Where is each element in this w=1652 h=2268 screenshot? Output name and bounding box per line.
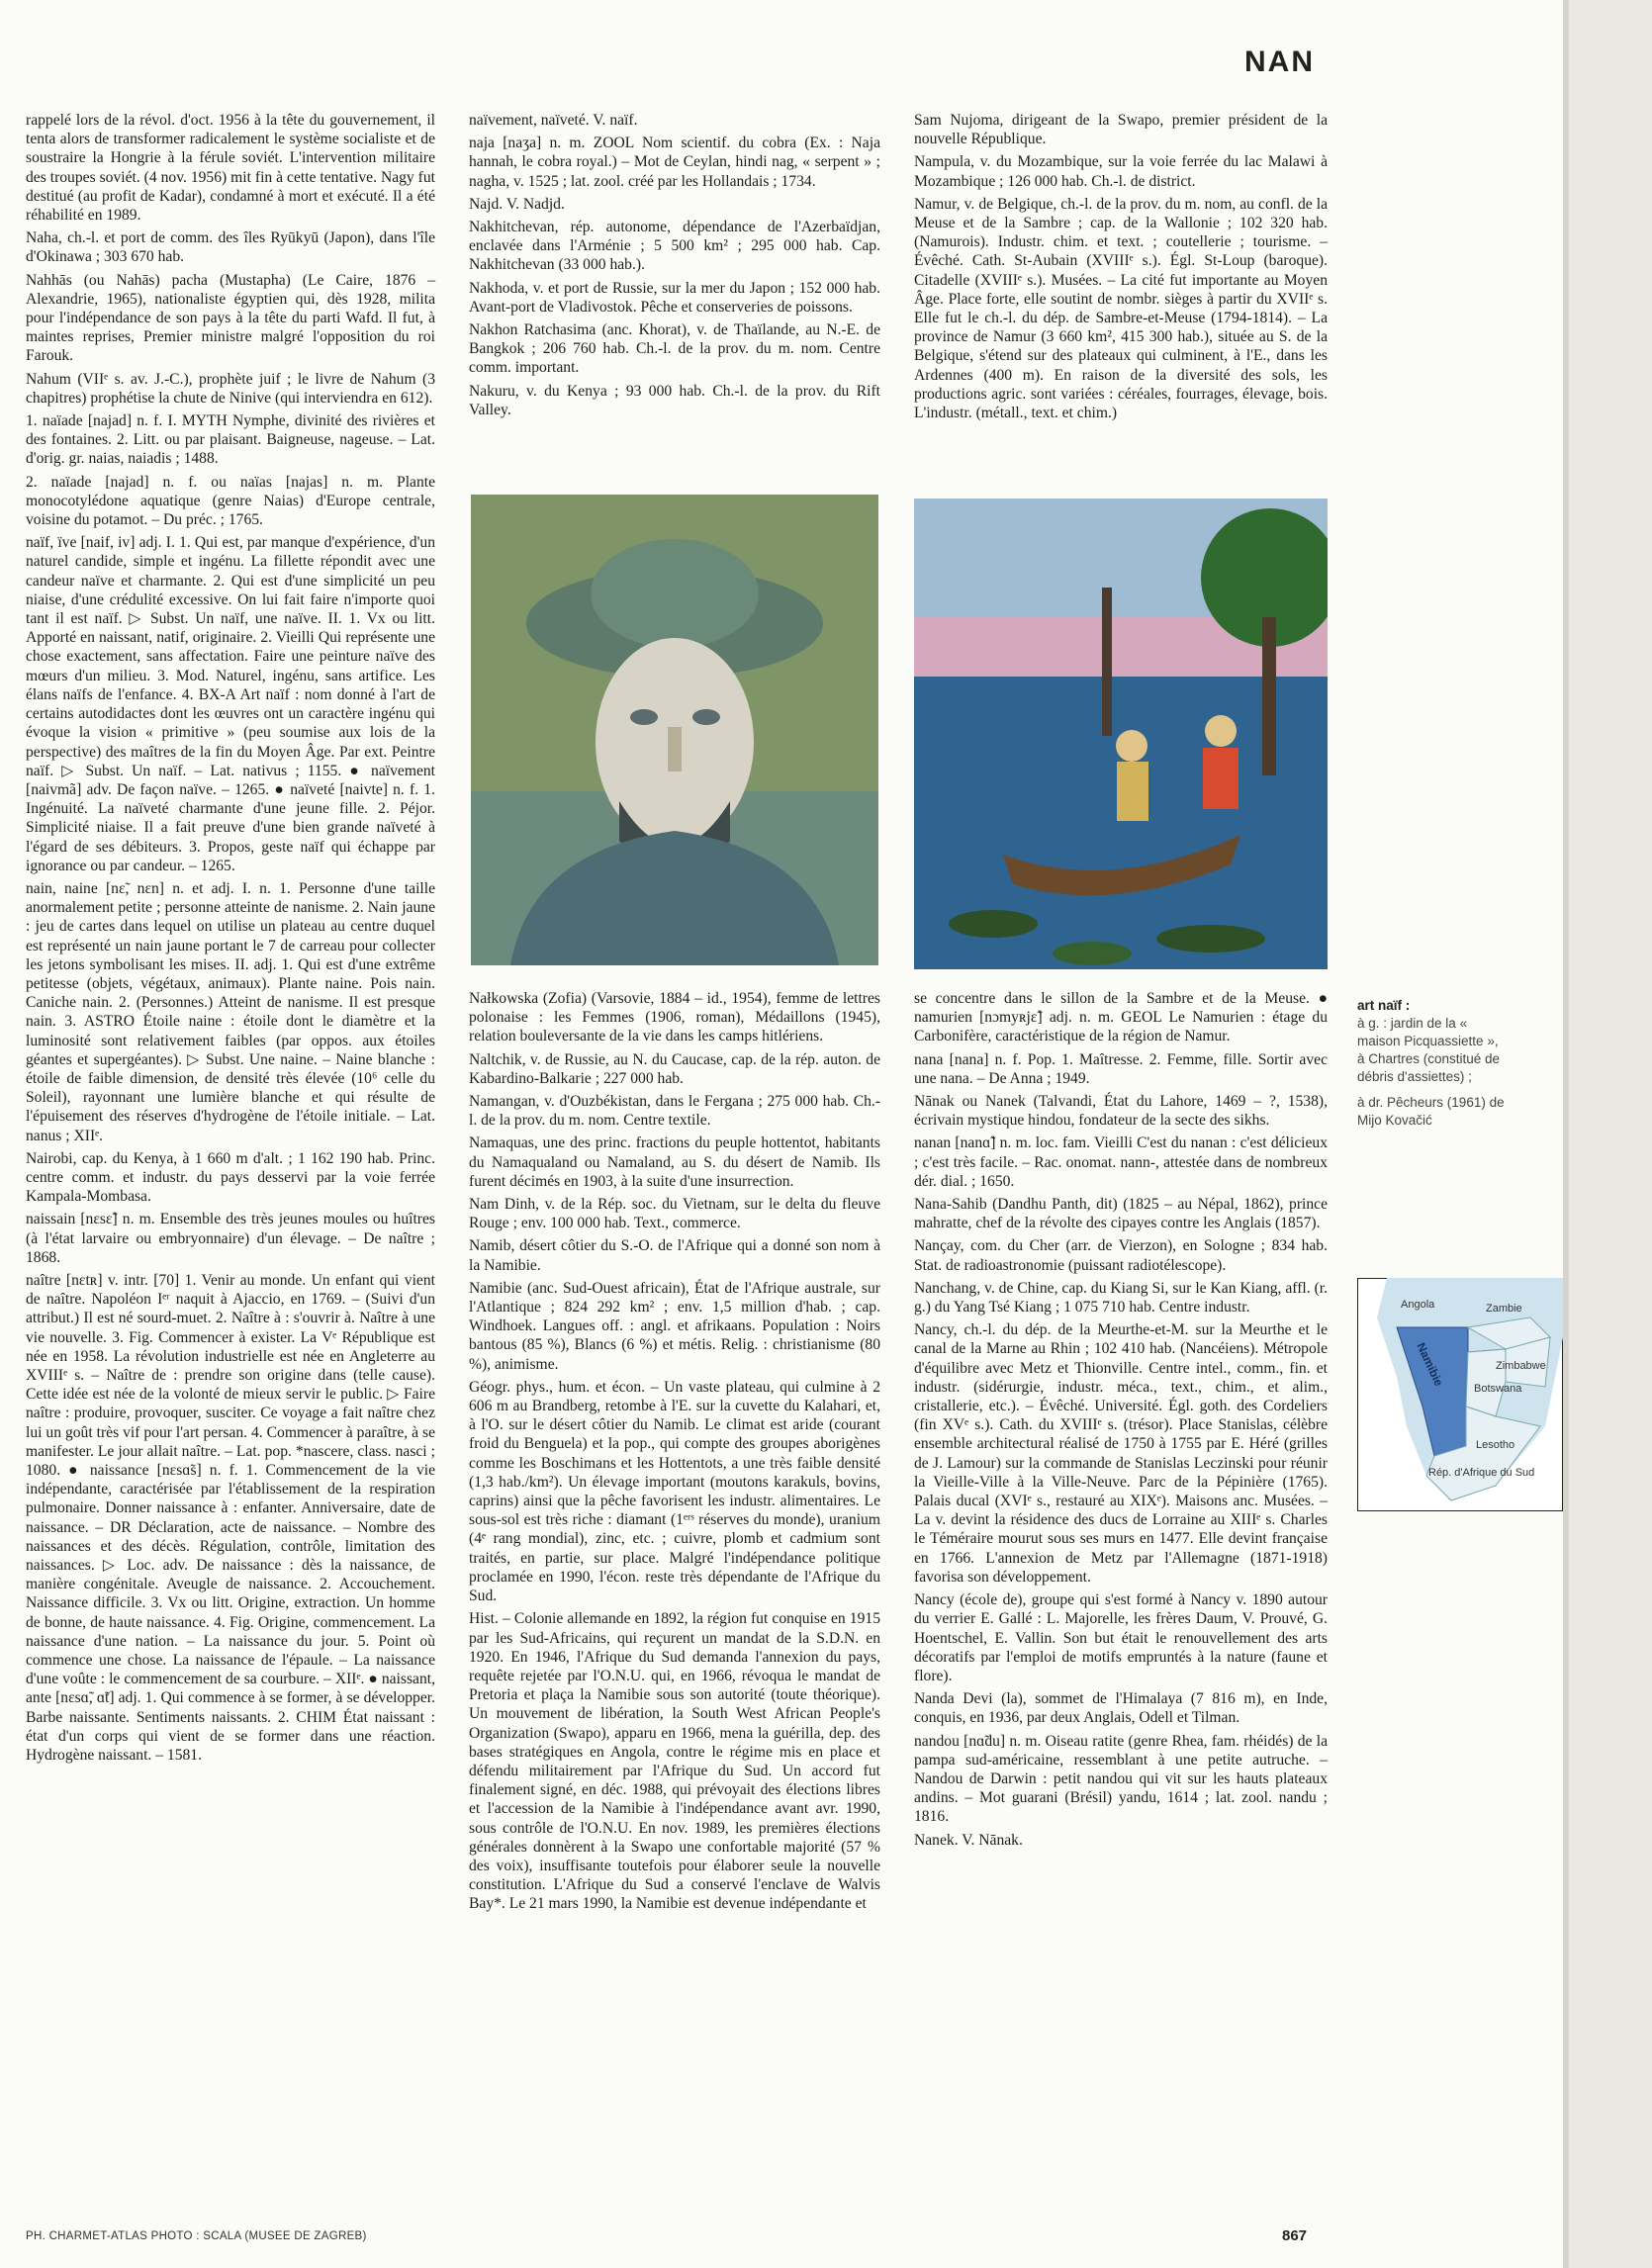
- dictionary-entry: Nahum (VIIᵉ s. av. J.-C.), prophète juif ; le livre de Nahum (3 chapitres) prophétise la chute de Ninive (qui interviendra en 612).: [26, 370, 435, 407]
- dictionary-entry: Nānak ou Nanek (Talvandi, État du Lahore, 1469 – ?, 1538), écrivain mystique hindou, fondateur de la secte des sikhs.: [914, 1093, 1328, 1130]
- map-label-south-africa: Rép. d'Afrique du Sud: [1428, 1467, 1535, 1479]
- dictionary-entry: nanan [nanɑ̃] n. m. loc. fam. Vieilli C'est du nanan : c'est délicieux ; c'est très facile. – Rac. onomat. nann-, attestée dans de nombreux dér. dial. ; 1650.: [914, 1134, 1328, 1190]
- dictionary-entry: Géogr. phys., hum. et écon. – Un vaste plateau, qui culmine à 2 606 m au Brandberg, retombe à l'E. sur la cuvette du Kalahari, et, à l'O. sur le désert côtier du Namib. Le climat est aride (courant froid du Benguela) et la pop., qui compte des groupes aborigènes comme les Boschimans et les Hottentots, a une très faible densité (1,3 hab./km²). Un élevage important (moutons karakuls, bovins, caprins) ainsi que la pêche favorisent les industr. alimentaires. Le sous-sol est très riche : diamant (1ᵉʳˢ réserves du monde), uranium (4ᵉ rang mondial), zinc, etc. ; cuivre, plomb et cadmium sont traités, en partie, sur place. Malgré l'indépendance politique proclamée en 1990, l'écon. reste très dépendante de l'Afrique du Sud.: [469, 1378, 880, 1605]
- page-edge-strip: [1563, 0, 1569, 2268]
- dictionary-entry: Nahhās (ou Nahās) pacha (Mustapha) (Le Caire, 1876 – Alexandrie, 1965), nationaliste égyptien qui, dès 1928, milita pour l'indépendance de son pays à la tête du parti Wafd. Il fut, à maintes reprises, Premier ministre malgré l'opposition du roi Farouk.: [26, 271, 435, 365]
- map-label-lesotho: Lesotho: [1476, 1439, 1515, 1451]
- dictionary-entry: 1. naïade [najad] n. f. I. MYTH Nymphe, divinité des rivières et des fontaines. 2. Litt. ou par plaisant. Baigneuse, nageuse. – Lat. d'orig. gr. naias, naiadis ; 1488.: [26, 412, 435, 468]
- dictionary-entry: Namaquas, une des princ. fractions du peuple hottentot, habitants du Namaqualand ou Namaland, au S. du désert de Namib. Ils furent décimés en 1903, à la suite d'une insurrection.: [469, 1134, 880, 1190]
- dictionary-entry: Naha, ch.-l. et port de comm. des îles Ryūkyū (Japon), dans l'île d'Okinawa ; 303 670 hab.: [26, 229, 435, 266]
- dictionary-entry: Namibie (anc. Sud-Ouest africain), État de l'Afrique australe, sur l'Atlantique ; 824 292 km² ; env. 1,5 million d'hab. ; cap. Windhoek. Langues off. : angl. et afrikaans. Population : Noirs bantous (85 %), Blancs (6 %) et métis. Relig. : christianisme (80 %), animisme.: [469, 1279, 880, 1373]
- dictionary-entry: Nanek. V. Nānak.: [914, 1831, 1023, 1849]
- dictionary-entry: naître [nɛtʀ] v. intr. [70] 1. Venir au monde. Un enfant qui vient de naître. Napoléon Iᵉʳ naquit à Ajaccio, en 1769. – (Suivi d'un attribut.) Il est né sourd-muet. 2. Naître à : s'ouvrir à. Naître à une vie nouvelle. 3. Fig. Commencer à exister. La Vᵉ République est née en 1958. La révolution industrielle est née en Angleterre au XVIIIᵉ s. – Naître de : prendre son origine dans (telle cause). Cette idée est née de la volonté de mieux servir le public. ▷ Faire naître : produire, provoquer, susciter. Ce voyage a fait naître chez lui un goût très vif pour l'art persan. 4. Commencer à paraître, à se manifester. Le jour allait naître. – Lat. pop. *nascere, class. nasci ; 1080. ● naissance [nɛsɑ̃s] n. f. 1. Commencement de la vie indépendante, caractérisée par l'établissement de la respiration pulmonaire. Donner naissance à : enfanter. Anniversaire, date de naissance. – DR Déclaration, acte de naissance. – Nombre des naissances et des décès. Régulation, contrôle, limitation des naissances. ▷ Loc. adv. De naissance : dès la naissance, de manière congénitale. Aveugle de naissance. 2. Accouchement. Naissance difficile. 3. Vx ou litt. Origine, extraction. Un homme de bonne, de haute naissance. 4. Fig. Origine, commencement. La naissance d'une nation. – La naissance du jour. 5. Point où commence une chose. La naissance de l'épaule. – La naissance d'une voûte : le commencement de sa courbure. – XIIᵉ. ● naissant, ante [nɛsɑ̃, ɑ̃t] adj. 1. Qui commence à se former, à se développer. Barbe naissante. Sentiments naissants. 2. CHIM État naissant : état d'un corps qui vient de se former dans une réaction. Hydrogène naissant. – 1581.: [26, 1271, 435, 1765]
- map-label-botswana: Botswana: [1474, 1383, 1522, 1395]
- dictionary-entry: Namangan, v. d'Ouzbékistan, dans le Fergana ; 275 000 hab. Ch.-l. de la prov. du m. nom. Centre textile.: [469, 1093, 880, 1130]
- dictionary-entry: naja [naʒa] n. m. ZOOL Nom scientif. du cobra (Ex. : Naja hannah, le cobra royal.) – Mot de Ceylan, hindi nag, « serpent » ; nagha, v. 1525 ; lat. zool. créé par les Hollandais ; 1734.: [469, 135, 880, 190]
- dictionary-entry: Nampula, v. du Mozambique, sur la voie ferrée du lac Malawi à Mozambique ; 126 000 hab. Ch.-l. de district.: [914, 153, 1328, 190]
- caption-line-1: à g. : jardin de la « maison Picquassiette », à Chartres (constitué de débris d'assiettes) ;: [1357, 1016, 1501, 1084]
- dictionary-entry: Nakhitchevan, rép. autonome, dépendance de l'Azerbaïdjan, enclavée dans l'Arménie ; 5 500 km² ; 295 000 hab. Cap. Nakhitchevan (33 000 hab.).: [469, 219, 880, 274]
- dictionary-entry: se concentre dans le sillon de la Sambre et de la Meuse. ● namurien [nɔmyʀjɛ̃] adj. n. m. GEOL Le Namurien : étage du Carbonifère, caractéristique de la région de Namur.: [914, 990, 1328, 1045]
- dictionary-entry: naïf, ïve [naif, iv] adj. I. 1. Qui est, par manque d'expérience, d'un naturel candide, simple et ingénu. La fillette répondit avec une candeur naïve et charmante. 2. Qui est d'une simplicité un peu niaise, d'une crédulité excessive. On lui fait faire n'importe quoi tant il est naïf. ▷ Subst. Un naïf, une naïve. II. 1. Vx ou litt. Apporté en naissant, natif, originaire. 2. Vieilli Qui représente une chose exactement, sans affectation. Faire une peinture naïve des mœurs d'un milieu. 3. Mod. Naturel, ingénu, sans artifice. Les élans naïfs de l'enfance. 4. BX-A Art naïf : nom donné à l'art de certains autodidactes dont les œuvres ont un caractère ingénu qui évoque la vision « primitive » (peu soumise aux lois de la perspective) des maîtres de la fin du Moyen Âge. Par ext. Peintre naïf. ▷ Subst. Un naïf. – Lat. nativus ; 1155. ● naïvement [naivmã] adv. De façon naïve. – 1265. ● naïveté [naivte] n. f. 1. Ingénuité. La naïveté charmante d'une jeune fille. 2. Péjor. Simplicité niaise. Il a fait preuve d'une bien grande naïveté à l'égard de ses débiteurs. 3. Propos, geste naïf qui échappe par ignorance ou par candeur. – 1265.: [26, 534, 435, 874]
- dictionary-entry: Nanda Devi (la), sommet de l'Himalaya (7 816 m), en Inde, conquis, en 1936, par deux Anglais, Odell et Tilman.: [914, 1690, 1328, 1727]
- dictionary-entry: naissain [nɛsɛ̃] n. m. Ensemble des très jeunes moules ou huîtres (à l'état larvaire ou embryonnaire) d'un élevage. – De naître ; 1868.: [26, 1211, 435, 1266]
- dictionary-entry: Nam Dinh, v. de la Rép. soc. du Vietnam, sur le delta du fleuve Rouge ; env. 100 000 hab. Text., commerce.: [469, 1196, 880, 1232]
- image-caption: [1357, 997, 1506, 1130]
- page-number: 867: [1282, 2227, 1308, 2244]
- map-label-namibia: Namibie: [1414, 1340, 1446, 1389]
- dictionary-entry: Nancy, ch.-l. du dép. de la Meurthe-et-M. sur la Meurthe et le canal de la Marne au Rhin ; 102 410 hab. (Nancéiens). Métropole d'équilibre avec Metz et Thionville. Centre intel., comm., fin. et industr. (sidérurgie, industr. méca., text., chim., et alim., cristallerie, etc.). – Évêché. Université. Égl. goth. des Cordeliers (fin XVᵉ s.). Cath. du XVIIIᵉ s. (trésor). Place Stanislas, célèbre ensemble architectural réalisé de 1750 à 1755 par E. Héré (grilles de J. Lamour) sur la commande de Stanislas Leczinski pour réunir la Vieille-Ville à la Ville-Neuve. Parc de la Pépinière (1765). Palais ducal (XVIᵉ s., restauré au XIXᵉ). Maisons anc. Musées. – La v. devint la résidence des ducs de Lorraine au XIIIᵉ s. Charles le Téméraire mourut sous ses murs en 1477. Elle devint française en 1766. L'annexion de Metz par l'Allemagne (1871-1918) favorisa son développement.: [914, 1321, 1328, 1586]
- dictionary-entry: Namib, désert côtier du S.-O. de l'Afrique qui a donné son nom à la Namibie.: [469, 1237, 880, 1274]
- dictionary-entry: Nanchang, v. de Chine, cap. du Kiang Si, sur le Kan Kiang, affl. (r. g.) du Yang Tsé Kiang ; 1 075 710 hab. Centre industr.: [914, 1279, 1328, 1316]
- map-label-zambia: Zambie: [1486, 1303, 1522, 1315]
- running-head: NAN: [1244, 45, 1315, 78]
- namibia-locator-map: [1357, 1278, 1563, 1511]
- dictionary-entry: Sam Nujoma, dirigeant de la Swapo, premier président de la nouvelle République.: [914, 112, 1328, 148]
- dictionary-entry: naïvement, naïveté. V. naïf.: [469, 112, 638, 129]
- column-1: [26, 111, 435, 1769]
- dictionary-entry: Najd. V. Nadjd.: [469, 195, 565, 213]
- dictionary-entry: 2. naïade [najad] n. f. ou naïas [najas] n. m. Plante monocotylédone aquatique (genre Naias) d'Europe centrale, voisine du potamot. – Du préc. ; 1765.: [26, 473, 435, 529]
- dictionary-entry: Nakhon Ratchasima (anc. Khorat), v. de Thaïlande, au N.-E. de Bangkok ; 206 760 hab. Ch.-l. de la prov. du m. nom. Centre comm. important.: [469, 321, 880, 377]
- dictionary-entry: Namur, v. de Belgique, ch.-l. de la prov. du m. nom, au confl. de la Meuse et de la Sambre ; cap. de la Wallonie ; 102 320 hab. (Namurois). Industr. chim. et text. ; coutellerie ; tourisme. – Évêché. Cath. St-Aubain (XVIIIᵉ s.). Égl. St-Loup (baroque). Citadelle (XVIIIᵉ s.). Musées. – La cité fut importante au Moyen Âge. Place forte, elle soutint de nombr. sièges à partir du XVIIᵉ s. Elle fut le ch.-l. du dép. de Sambre-et-Meuse (1794-1814). – La province de Namur (3 660 km², 415 300 hab.), située au S. de la Belgique, s'étend sur des plateaux qui culminent, à l'E., dans les Ardennes (400 m). En raison de la diversité des sols, les productions agric. sont variées : céréales, fourrages, élevage, bois. L'industr. (métall., text. et chim.): [914, 195, 1328, 422]
- column-3-top: [914, 111, 1328, 426]
- column-2-top: [469, 111, 880, 423]
- dictionary-entry: Nancy (école de), groupe qui s'est formé à Nancy v. 1890 autour du verrier E. Gallé : L. Majorelle, les frères Daum, V. Prouvé, G. Hoentschel, E. Vallin. Son but était le renouvellement des arts décoratifs par l'emploi de motifs empruntés à la nature (faune et flore).: [914, 1591, 1328, 1684]
- dictionary-entry: Nançay, com. du Cher (arr. de Vierzon), en Sologne ; 834 hab. Stat. de radioastronomie (puissant radiotélescope).: [914, 1237, 1328, 1274]
- dictionary-entry: Nakhoda, v. et port de Russie, sur la mer du Japon ; 152 000 hab. Avant-port de Vladivostok. Pêche et conserveries de poissons.: [469, 279, 880, 316]
- caption-title: art naïf :: [1357, 998, 1411, 1013]
- dictionary-entry: Nałkowska (Zofia) (Varsovie, 1884 – id., 1954), femme de lettres polonaise : les Femmes (1906, roman), Médaillons (1945), relation bouleversante de la vie dans les camps hitlériens.: [469, 990, 880, 1045]
- dictionary-entry: Nairobi, cap. du Kenya, à 1 660 m d'alt. ; 1 162 190 hab. Princ. centre comm. et industr. du pays desservi par la voie ferrée Kampala-Mombasa.: [26, 1149, 435, 1206]
- map-label-zimbabwe: Zimbabwe: [1496, 1360, 1546, 1372]
- photo-credit: PH. CHARMET-ATLAS PHOTO : SCALA (MUSEE DE ZAGREB): [26, 2230, 367, 2242]
- dictionary-entry: Hist. – Colonie allemande en 1892, la région fut conquise en 1915 par les Sud-Africains, qui reçurent un mandat de la S.D.N. en 1920. En 1946, l'Afrique du Sud demanda l'annexion du pays, requête rejetée par l'O.N.U. qui, en 1966, révoqua le mandat de Pretoria et plaça la Namibie sous son autorité (toute théorique). Un mouvement de libération, la South West African People's Organization (Swapo), apparu en 1966, mena la guérilla, dep. des bases stratégiques en Angola, contre le régime mis en place et défendu militairement par l'Afrique du Sud. Un accord fut finalement signé, en déc. 1988, qui prévoyait des élections libres et l'accession de la Namibie à l'indépendance avant avr. 1990, sous contrôle de l'O.N.U. En nov. 1989, les premières élections générales donnèrent à la Swapo une confortable majorité (57 % des voix), insuffisante toutefois pour élaborer seule la nouvelle constitution. L'Afrique du Sud a conservé l'enclave de Walvis Bay*. Le 21 mars 1990, la Namibie est devenue indépendante et: [469, 1610, 880, 1913]
- dictionary-entry: rappelé lors de la révol. d'oct. 1956 à la tête du gouvernement, il tenta alors de transformer radicalement le système socialiste et de soustraire la Hongrie à la férule soviét. L'intervention militaire des troupes soviét. (4 nov. 1956) mit fin à cette tentative. Nagy fut destitué (au profit de Kadar), condamné à mort et exécuté. Il a été réhabilité en 1989.: [26, 112, 435, 225]
- mosaic-photo: [471, 495, 878, 965]
- dictionary-entry: nana [nana] n. f. Pop. 1. Maîtresse. 2. Femme, fille. Sortir avec une nana. – De Anna ; 1949.: [914, 1050, 1328, 1087]
- dictionary-entry: Nana-Sahib (Dandhu Panth, dit) (1825 – au Népal, 1862), prince mahratte, chef de la révolte des cipayes contre les Anglais (1857).: [914, 1196, 1328, 1232]
- column-2-bottom: [469, 989, 880, 1918]
- dictionary-entry: Naltchik, v. de Russie, au N. du Caucase, cap. de la rép. auton. de Kabardino-Balkarie ; 227 000 hab.: [469, 1050, 880, 1087]
- map-label-angola: Angola: [1401, 1299, 1435, 1311]
- page-edge: [1563, 0, 1652, 2268]
- caption-line-2: à dr. Pêcheurs (1961) de Mijo Kovačić: [1357, 1095, 1505, 1128]
- dictionary-entry: Nakuru, v. du Kenya ; 93 000 hab. Ch.-l. de la prov. du Rift Valley.: [469, 382, 880, 418]
- fishermen-painting: [914, 499, 1328, 969]
- column-3-bottom: [914, 989, 1328, 1854]
- dictionary-entry: nandou [nɑ̃du] n. m. Oiseau ratite (genre Rhea, fam. rhéidés) de la pampa sud-américaine, ressemblant à une petite autruche. – Nandou de Darwin : petit nandou qui vit sur les hauts plateaux andins. – Mot guarani (Brésil) yandu, 1614 ; lat. zool. nandu ; 1816.: [914, 1732, 1328, 1826]
- dictionary-entry: nain, naine [nɛ̃, nɛn] n. et adj. I. n. 1. Personne d'une taille anormalement petite ; personne atteinte de nanisme. 2. Nain jaune : jeu de cartes dans lequel on utilise un plateau au centre duquel est représenté un nain jaune portant le 7 de carreau pour collecter les jetons symbolisant les mises. II. adj. 1. Qui est d'une extrême petitesse (objets, végétaux, animaux). Plante naine. Pois nain. Caniche nain. 2. (Personnes.) Atteint de nanisme. Il est presque nain. 3. ASTRO Étoile naine : étoile dont le diamètre et la luminosité sont relativement faibles (par oppos. aux étoiles géantes et supergéantes). ▷ Subst. Une naine. – Naine blanche : étoile de faible dimension, de densité très élevée (10⁶ celle du Soleil), rayonnant une lumière blanche et qui résulte de l'épuisement des réserves d'hydrogène de l'étoile initiale. – Lat. nanus ; XIIᵉ.: [26, 879, 435, 1144]
